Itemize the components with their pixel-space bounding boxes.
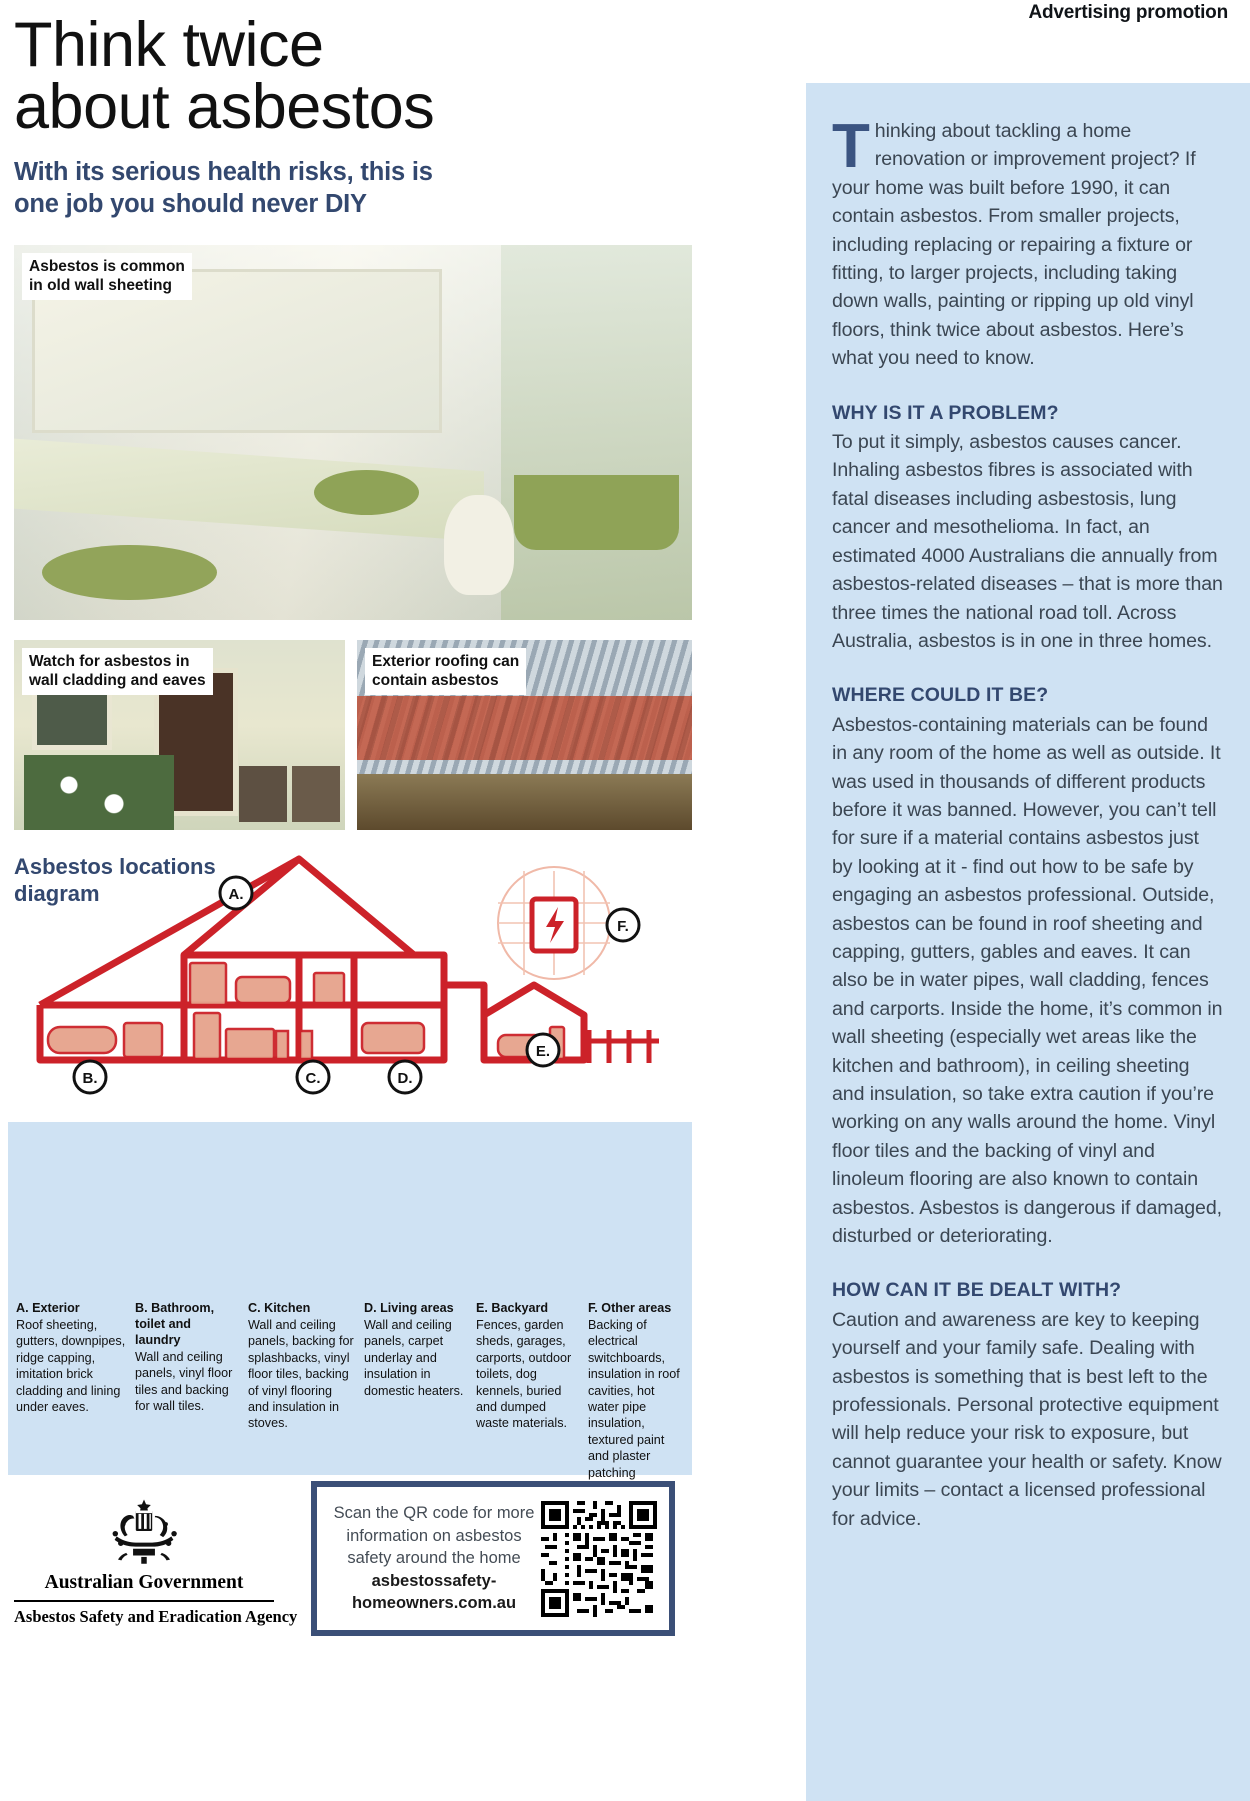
page-title-line2: about asbestos	[14, 72, 435, 142]
legend-item-f	[588, 1300, 692, 1497]
basin-decor	[314, 470, 419, 515]
timber-beam-decor	[357, 774, 692, 830]
legend-title-c: C. Kitchen	[248, 1301, 311, 1315]
photo-bathroom-caption	[22, 253, 192, 300]
article-column	[806, 83, 1250, 1801]
fence-palings	[589, 1030, 649, 1063]
photo-wall-cladding	[14, 640, 345, 830]
logo-divider	[14, 1600, 274, 1602]
section-body-how: Caution and awareness are key to keeping yourself and your family safe. Dealing with asbestos is something that is best left to the professionals. Personal protective equipment will help reduce your risk to exposure, but cannot guarantee your health or safety. Know your limits – contact a licensed professional for advice.	[832, 1308, 1222, 1530]
legend-item-c	[248, 1300, 364, 1497]
asbestos-locations-diagram	[14, 845, 692, 1115]
article-body	[832, 112, 1224, 1533]
rusted-sheet-decor	[357, 696, 692, 760]
main-column	[14, 0, 804, 220]
caption-line2: in old wall sheeting	[29, 277, 172, 294]
australian-coat-of-arms-icon	[103, 1498, 185, 1568]
caption-line2: contain asbestos	[372, 672, 499, 689]
marker-a-label: A.	[228, 886, 244, 903]
marker-c-label: C.	[305, 1070, 321, 1087]
footer	[0, 1480, 700, 1680]
qr-url-line-1: asbestossafety-	[371, 1571, 497, 1590]
marker-f-label: F.	[617, 918, 629, 935]
diagram-legend-panel	[8, 1122, 692, 1480]
section-body-why: To put it simply, asbestos causes cancer. Inhaling asbestos fibres is associated with fatal diseases including asbestosis, lung cancer and mesothelioma. In fact, an estimated 4000 Australians die annually from asbestos-related diseases – that is more than three times the national road toll. Across Australia, asbestos is in one in three homes.	[832, 431, 1223, 652]
marker-d-label: D.	[397, 1070, 413, 1087]
page-title	[14, 10, 804, 142]
section-heading-where: WHERE COULD IT BE?	[832, 684, 1049, 707]
legend-title-b: B. Bathroom, toilet and laundry	[135, 1301, 215, 1347]
qr-url-line-2: homeowners.com.au	[351, 1594, 517, 1613]
bathtub-icon	[48, 1027, 116, 1053]
page-subtitle-line2: one job you should never DIY	[14, 190, 367, 218]
article-intro-paragraph	[832, 112, 1224, 373]
bathtub-decor	[514, 475, 679, 550]
qr-line-3: safety around the home	[347, 1549, 521, 1568]
page-title-line1: Think twice	[14, 10, 324, 80]
legend-title-d: D. Living areas	[364, 1301, 454, 1315]
photo-roofing-caption	[365, 648, 526, 695]
qr-code-icon[interactable]	[541, 1501, 657, 1617]
washing-machine-icon	[124, 1023, 162, 1057]
qr-callout-box[interactable]	[311, 1481, 675, 1636]
legend-body-f: Backing of electrical switchboards, insulation in roof cavities, hot water pipe insulation, textured paint and plaster patching	[588, 1318, 680, 1480]
stool-icon-2	[300, 1031, 312, 1059]
section-heading-how: HOW CAN IT BE DEALT WITH?	[832, 1279, 1122, 1302]
photo-exterior-roofing	[357, 640, 692, 830]
legend-item-d	[364, 1300, 476, 1497]
legend-item-b	[135, 1300, 248, 1497]
agency-name: Asbestos Safety and Eradication Agency	[14, 1606, 298, 1626]
caption-line1: Asbestos is common	[29, 258, 185, 275]
legend-title-f: F. Other areas	[588, 1301, 672, 1315]
sofa-icon	[362, 1023, 424, 1053]
diagram-title-line1: Asbestos locations	[14, 854, 216, 879]
qr-line-2: information on asbestos	[346, 1526, 522, 1545]
toilet-decor	[444, 495, 514, 595]
legend-body-c: Wall and ceiling panels, backing for splashbacks, vinyl floor tiles, backing of vinyl flooring and insulation in stoves.	[248, 1318, 354, 1431]
window-decor	[32, 688, 112, 750]
chair-decor-2	[292, 766, 340, 822]
legend-item-e	[476, 1300, 588, 1497]
switchboard-icon	[498, 867, 610, 979]
legend-title-e: E. Backyard	[476, 1301, 549, 1315]
legend-body-d: Wall and ceiling panels, carpet underlay and insulation in domestic heaters.	[364, 1318, 464, 1398]
shower-screen-decor	[501, 245, 692, 620]
garden-bush-decor	[24, 755, 174, 830]
section-heading-why: WHY IS IT A PROBLEM?	[832, 401, 1059, 424]
qr-line-1: Scan the QR code for more	[333, 1504, 535, 1523]
legend-grid	[16, 1300, 692, 1497]
advertising-promotion-label: Advertising promotion	[1028, 2, 1228, 23]
drop-cap: T	[832, 112, 870, 181]
legend-body-a: Roof sheeting, gutters, downpipes, ridge capping, imitation brick cladding and lining under eaves.	[16, 1318, 126, 1415]
qr-instructions	[317, 1502, 541, 1615]
legend-item-a	[16, 1300, 135, 1497]
marker-b-label: B.	[82, 1070, 98, 1087]
basin-secondary-decor	[42, 545, 217, 600]
wardrobe-icon	[190, 963, 226, 1005]
government-name: Australian Government	[44, 1572, 244, 1593]
section-body-where: Asbestos-containing materials can be found in any room of the home as well as outside. It was used in thousands of different products before it was banned. However, you can’t tell for sure if a material contains asbestos just by looking at it - find out how to be safe by engaging an asbestos professional. Outside, asbestos can be found in roof sheeting and capping, gutters, gables and eaves. It can also be in water pipes, wall cladding, fences and carports. Inside the home, it’s common in wall sheeting (especially wet areas like the kitchen and bathroom), in ceiling sheeting and insulation, so take extra caution if you’re working on any walls around the home. Vinyl floor tiles and the backing of vinyl and linoleum flooring are also known to contain asbestos. Asbestos is dangerous if damaged, disturbed or deteriorating.	[832, 713, 1223, 1248]
chair-decor-1	[239, 766, 287, 822]
article-intro-text: hinking about tackling a home renovation or improvement project? If your home was built before 1990, it can contain asbestos. From smaller projects, including replacing or repairing a fixture or fitting, to larger projects, including taking down walls, painting or ripping up old vinyl floors, think twice about asbestos. Here’s what you need to know.	[832, 120, 1196, 370]
legend-body-e: Fences, garden sheds, garages, carports, outdoor toilets, dog kennels, buried and dumped waste materials.	[476, 1318, 572, 1431]
page-subtitle	[14, 156, 804, 220]
stool-icon-1	[276, 1031, 288, 1059]
photo-cladding-caption	[22, 648, 213, 695]
fridge-icon	[194, 1013, 220, 1059]
caption-line1: Watch for asbestos in	[29, 653, 190, 670]
garage-join	[444, 985, 484, 1060]
caption-line2: wall cladding and eaves	[29, 672, 206, 689]
legend-title-a: A. Exterior	[16, 1301, 80, 1315]
oven-icon	[226, 1029, 274, 1059]
desk-icon	[314, 973, 344, 1003]
photo-bathroom	[14, 245, 692, 620]
diagram-title-line2: diagram	[14, 881, 100, 906]
marker-e-label: E.	[535, 1043, 551, 1060]
bed-icon	[236, 977, 290, 1003]
page-subtitle-line1: With its serious health risks, this is	[14, 158, 433, 186]
caption-line1: Exterior roofing can	[372, 653, 520, 670]
government-logo-block	[14, 1498, 298, 1627]
legend-body-b: Wall and ceiling panels, vinyl floor tiles and backing for wall tiles.	[135, 1350, 233, 1414]
